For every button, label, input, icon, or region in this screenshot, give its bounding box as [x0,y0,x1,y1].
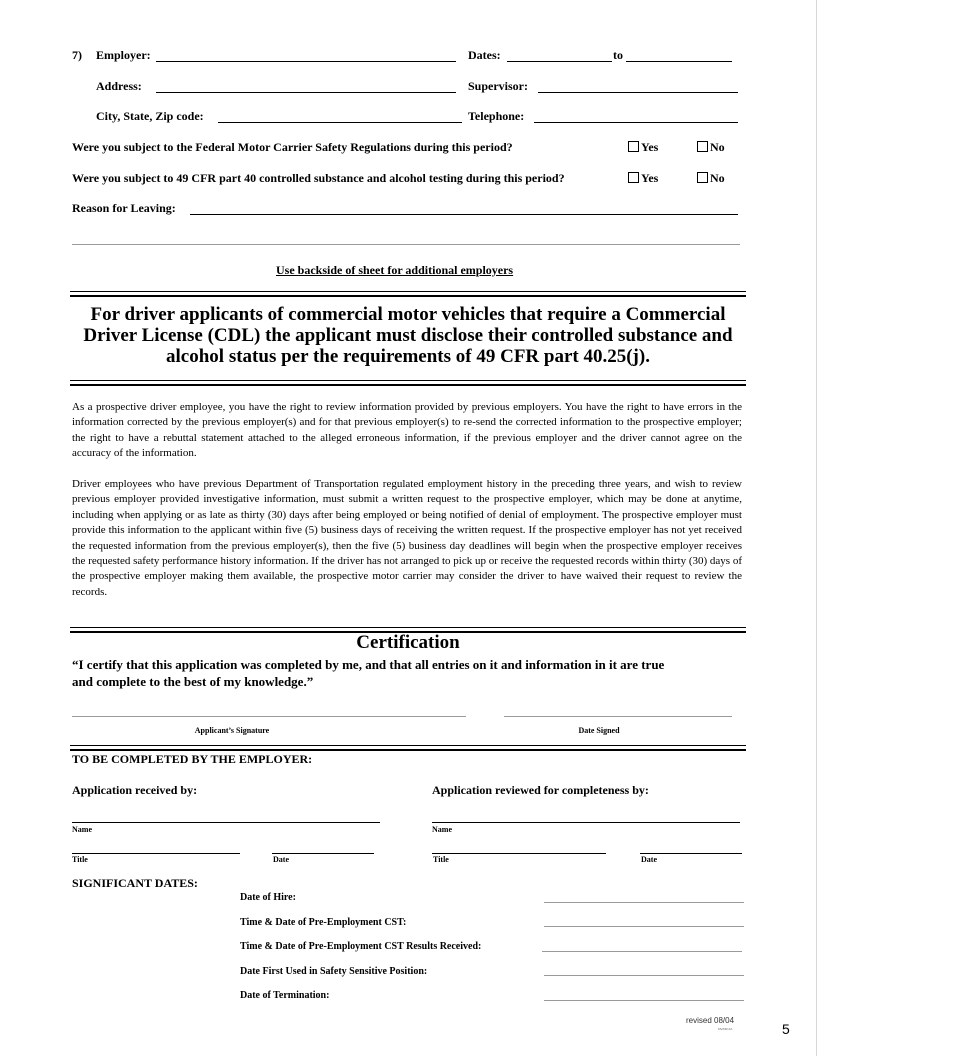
reviewed-by-label: Application reviewed for completeness by: [432,783,649,797]
cdl-heading-line2: Driver License (CDL) the applicant must disclose their controlled substance and [83,325,733,346]
cst-results-label: Time & Date of Pre-Employment CST Results Received: [240,941,482,952]
testing-question: Were you subject to 49 CFR part 40 controlled substance and alcohol testing during this period? [72,171,565,185]
date-of-hire-label: Date of Hire: [240,892,296,903]
received-name-field[interactable] [72,822,380,823]
termination-field[interactable] [544,1000,744,1001]
date-signed-label: Date Signed [578,726,620,735]
checkbox-icon[interactable] [697,141,708,152]
dates-label: Dates: [468,48,501,62]
page-number: 5 [782,1021,790,1037]
checkbox-icon[interactable] [628,141,639,152]
reviewed-date-field[interactable] [640,853,742,854]
first-used-label: Date First Used in Safety Sensitive Position: [240,966,428,977]
reviewed-title-field[interactable] [432,853,606,854]
employer-label: Employer: [96,48,151,62]
fmcsr-question: Were you subject to the Federal Motor Carrier Safety Regulations during this period? [72,140,513,154]
received-name-label: Name [72,825,92,834]
signature-label: Applicant’s Signature [194,726,270,735]
received-date-label: Date [273,855,289,864]
checkbox-icon[interactable] [697,172,708,183]
supervisor-label: Supervisor: [468,79,528,93]
reviewed-title-label: Title [433,855,449,864]
telephone-field[interactable] [534,122,738,123]
dot-paragraph: Driver employees who have previous Department of Transportation regulated employment history in the preceding three years, and wish to review previous employer provided investigative information, must submit a written request to the prospective employer, which may be done at anytime, including when applying or as late as thirty (30) days after being employed or being notified of denial of employment. The prospective employer must provide this information to the applicant within five (5) business days of receiving the written request. If the prospective employer has not yet received the requested information from the previous employer(s), then the five (5) business day deadlines will begin when the prospective employer receives the requested safety performance history information. If the driver has not arranged to pick up or receive the requested records within thirty (30) days of the prospective employer making them available, the prospective motor carrier may consider the driver to have waived their request to review the records. [72,478,742,598]
received-date-field[interactable] [272,853,374,854]
received-title-label: Title [72,855,88,864]
testing-no-option[interactable] [697,171,725,186]
dates-to-field[interactable] [626,61,732,62]
certification-line1: “I certify that this application was completed by me, and that all entries on it and information in it are true [72,657,665,672]
dates-to-label: to [613,48,623,62]
form-code: MV/DR-FA [718,1027,733,1031]
date-signed-field[interactable] [504,716,732,717]
employer-use-heading: TO BE COMPLETED BY THE EMPLOYER: [72,752,313,766]
pre-employment-cst-label: Time & Date of Pre-Employment CST: [240,917,407,928]
rights-paragraph: As a prospective driver employee, you have the right to review information provided by previous employers. You have the right to have errors in the information corrected by the previous employer(s) and for that previous employer(s) to re-send the corrected information to the prospective employer; the right to have a rebuttal statement attached to the alleged erroneous information, if the previous employer and the driver cannot agree on the accuracy of the information. [72,401,742,460]
employer-field[interactable] [156,61,456,62]
yes-label: Yes [641,140,659,154]
city-label: City, State, Zip code: [96,109,204,123]
cdl-heading-line3: alcohol status per the requirements of 49 CFR part 40.25(j). [166,346,650,367]
no-label: No [710,171,725,185]
fmcsr-yes-option[interactable] [628,140,658,155]
cdl-heading-line1: For driver applicants of commercial motor vehicles that require a Commercial [90,304,726,325]
certification-line2: and complete to the best of my knowledge.” [72,674,314,689]
reason-field[interactable] [190,214,738,215]
termination-label: Date of Termination: [240,990,330,1001]
reason-continuation-line[interactable] [72,244,740,245]
revised-note: revised 08/04 [686,1016,735,1025]
divider [70,745,746,751]
received-by-label: Application received by: [72,783,198,797]
employer-number: 7) [72,48,82,62]
date-of-hire-field[interactable] [544,902,744,903]
received-title-field[interactable] [72,853,240,854]
telephone-label: Telephone: [468,109,525,123]
reviewed-name-label: Name [432,825,452,834]
testing-yes-option[interactable] [628,171,658,186]
pre-employment-cst-field[interactable] [544,926,744,927]
reviewed-date-label: Date [641,855,657,864]
address-label: Address: [96,79,142,93]
cdl-heading [70,304,746,367]
signature-field[interactable] [72,716,466,717]
first-used-field[interactable] [544,975,744,976]
right-margin-panel [816,0,956,1056]
backside-note: Use backside of sheet for additional employers [276,263,514,277]
cst-results-field[interactable] [542,951,742,952]
no-label: No [710,140,725,154]
address-field[interactable] [156,92,456,93]
certification-title: Certification [356,632,460,653]
city-field[interactable] [218,122,462,123]
certification-statement [72,656,664,690]
divider [70,380,746,386]
significant-dates-heading: SIGNIFICANT DATES: [72,876,198,890]
fmcsr-no-option[interactable] [697,140,725,155]
reason-label: Reason for Leaving: [72,201,176,215]
divider [70,291,746,297]
checkbox-icon[interactable] [628,172,639,183]
reviewed-name-field[interactable] [432,822,740,823]
dates-from-field[interactable] [507,61,612,62]
yes-label: Yes [641,171,659,185]
supervisor-field[interactable] [538,92,738,93]
